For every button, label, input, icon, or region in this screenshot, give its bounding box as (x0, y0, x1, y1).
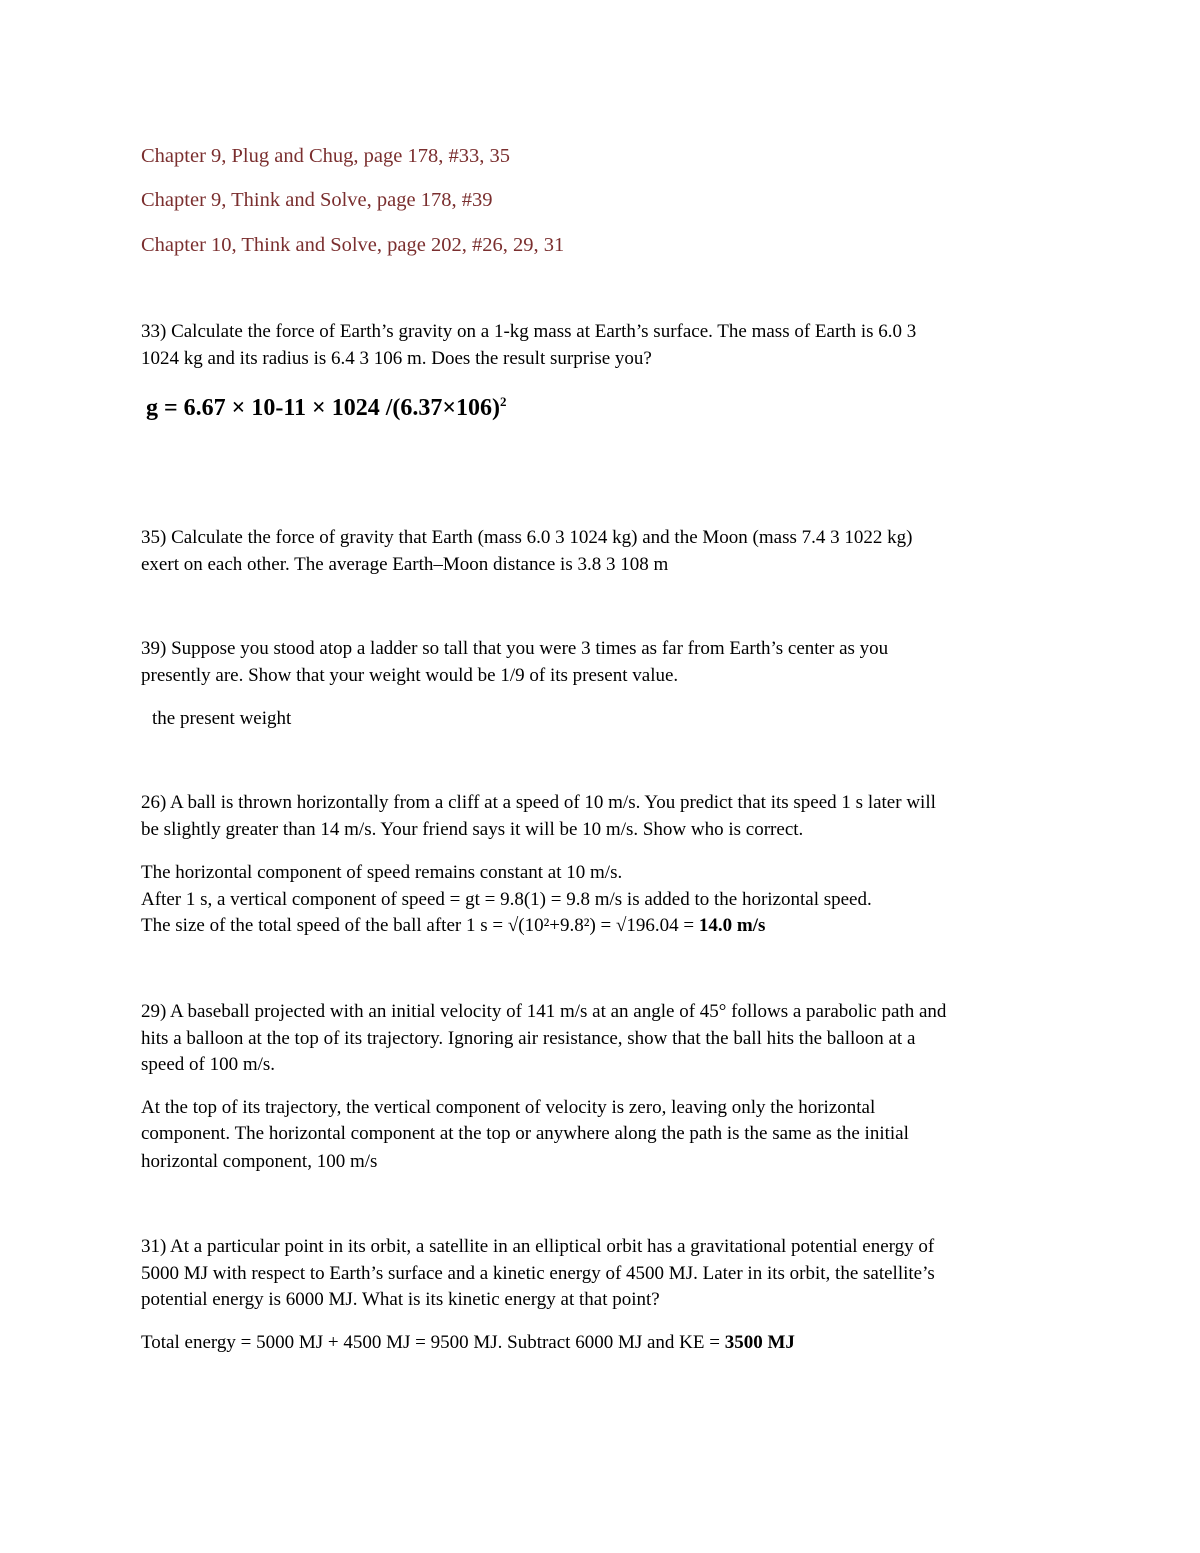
question-26-text: be slightly greater than 14 m/s. Your friend says it will be 10 m/s. Show who is correct. (141, 819, 804, 840)
assignment-heading: Chapter 9, Plug and Chug, page 178, #33, 35 (141, 145, 510, 167)
question-31-answer (141, 1330, 795, 1356)
question-39-answer: the present weight (152, 708, 292, 729)
formula-exponent: 2 (500, 394, 507, 409)
question-26-answer: The horizontal component of speed remains constant at 10 m/s. (141, 862, 623, 883)
question-35-text: exert on each other. The average Earth–Moon distance is 3.8 3 108 m (141, 554, 669, 575)
question-31-text: 5000 MJ with respect to Earth’s surface and a kinetic energy of 4500 MJ. Later in its orbit, the satellite’s (141, 1263, 935, 1284)
question-29-text: speed of 100 m/s. (141, 1054, 276, 1075)
question-29-text: 29) A baseball projected with an initial velocity of 141 m/s at an angle of 45° follows a parabolic path and (141, 1001, 947, 1022)
question-29-answer: horizontal component, 100 m/s (141, 1151, 378, 1172)
question-26-answer: After 1 s, a vertical component of speed = gt = 9.8(1) = 9.8 m/s is added to the horizontal speed. (141, 889, 872, 910)
formula-text: g = 6.67 × 10-11 × 1024 /(6.37×106) (146, 395, 501, 421)
answer-result: 3500 MJ (724, 1332, 795, 1353)
question-26-answer (141, 913, 765, 939)
question-39-text: presently are. Show that your weight would be 1/9 of its present value. (141, 665, 679, 686)
assignment-heading: Chapter 10, Think and Solve, page 202, #26, 29, 31 (141, 234, 565, 256)
question-39-text: 39) Suppose you stood atop a ladder so tall that you were 3 times as far from Earth’s center as you (141, 638, 889, 659)
question-33-formula (146, 395, 507, 421)
answer-text: Total energy = 5000 MJ + 4500 MJ = 9500 MJ. Subtract 6000 MJ and KE = (141, 1332, 725, 1353)
question-29-answer: At the top of its trajectory, the vertical component of velocity is zero, leaving only the horizontal (141, 1097, 876, 1118)
question-29-text: hits a balloon at the top of its trajectory. Ignoring air resistance, show that the ball hits the balloon at a (141, 1028, 916, 1049)
assignment-heading: Chapter 9, Think and Solve, page 178, #39 (141, 189, 493, 211)
question-33-text: 33) Calculate the force of Earth’s gravity on a 1-kg mass at Earth’s surface. The mass of Earth is 6.0 3 (141, 321, 917, 342)
answer-text: The size of the total speed of the ball after 1 s = √(10²+9.8²) = √196.04 = (141, 915, 699, 936)
question-33-text: 1024 kg and its radius is 6.4 3 106 m. Does the result surprise you? (141, 348, 652, 369)
question-29-answer: component. The horizontal component at the top or anywhere along the path is the same as the initial (141, 1123, 909, 1144)
answer-result: 14.0 m/s (698, 915, 766, 936)
question-26-text: 26) A ball is thrown horizontally from a cliff at a speed of 10 m/s. You predict that its speed 1 s later will (141, 792, 936, 813)
question-35-text: 35) Calculate the force of gravity that Earth (mass 6.0 3 1024 kg) and the Moon (mass 7.4 3 1022 kg) (141, 527, 913, 548)
question-31-text: 31) At a particular point in its orbit, a satellite in an elliptical orbit has a gravitational potential energy of (141, 1236, 935, 1257)
question-31-text: potential energy is 6000 MJ. What is its kinetic energy at that point? (141, 1289, 660, 1310)
